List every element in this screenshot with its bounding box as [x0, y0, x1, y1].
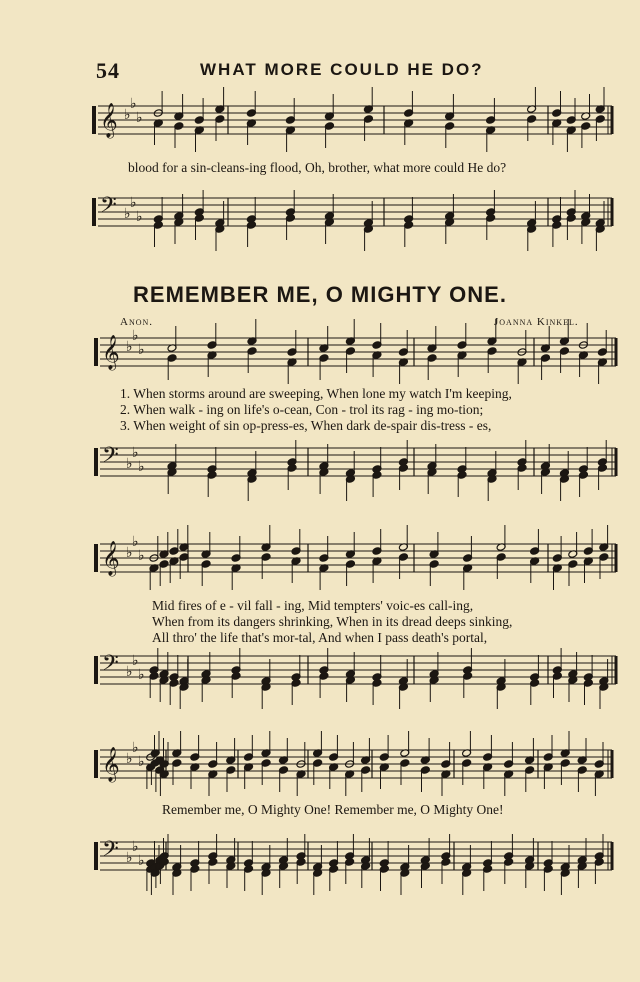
system-bracket [94, 842, 98, 870]
flat-sign: ♭ [136, 111, 143, 126]
bass-clef: 𝄢 [100, 193, 117, 223]
system-bracket [94, 338, 98, 366]
system2-verse2: When from its dangers shrinking, When in its dread deeps sinking, [152, 614, 513, 629]
system-bracket [92, 198, 96, 226]
treble-clef: 𝄞 [100, 103, 118, 138]
flat-sign: ♭ [132, 446, 139, 461]
words-credit: Anon. [120, 316, 154, 328]
bass-clef: 𝄢 [102, 837, 119, 867]
system1-verse2: 2. When walk - ing on life's o-cean, Con - trol its rag - ing mo-tion; [120, 402, 484, 417]
bass-clef: 𝄢 [102, 443, 119, 473]
top-fragment-lyric: blood for a sin-cleans-ing flood, Oh, brother, what more could He do? [128, 160, 507, 175]
system2-verse3: All thro' the life that's mor-tal, And when I pass death's portal, [152, 630, 488, 645]
page-number: 54 [96, 58, 120, 83]
system-bracket [94, 448, 98, 476]
treble-clef: 𝄞 [102, 335, 120, 370]
flat-sign: ♭ [136, 210, 143, 225]
flat-sign: ♭ [138, 755, 145, 770]
system-bracket [94, 656, 98, 684]
flat-sign: ♭ [138, 460, 145, 475]
flat-sign: ♭ [124, 108, 131, 123]
flat-sign: ♭ [138, 854, 145, 869]
system-bracket [92, 106, 96, 134]
flat-sign: ♭ [126, 546, 133, 561]
bass-clef: 𝄢 [102, 651, 119, 681]
system1-verse3: 3. When weight of sin op-press-es, When dark de-spair dis-tress - es, [120, 418, 492, 433]
system-bracket [94, 544, 98, 572]
flat-sign: ♭ [132, 329, 139, 344]
flat-sign: ♭ [126, 457, 133, 472]
flat-sign: ♭ [126, 340, 133, 355]
flat-sign: ♭ [132, 741, 139, 756]
flat-sign: ♭ [132, 840, 139, 855]
flat-sign: ♭ [126, 752, 133, 767]
system-bracket [94, 750, 98, 778]
flat-sign: ♭ [130, 196, 137, 211]
flat-sign: ♭ [132, 535, 139, 550]
flat-sign: ♭ [124, 207, 131, 222]
flat-sign: ♭ [132, 654, 139, 669]
flat-sign: ♭ [138, 549, 145, 564]
system3-refrain: Remember me, O Mighty One! Remember me, O Mighty One! [162, 802, 504, 817]
treble-clef: 𝄞 [102, 541, 120, 576]
flat-sign: ♭ [126, 851, 133, 866]
system1-verse1: 1. When storms around are sweeping, When lone my watch I'm keeping, [120, 386, 512, 401]
treble-clef: 𝄞 [102, 747, 120, 782]
flat-sign: ♭ [138, 343, 145, 358]
system2-verse1: Mid fires of e - vil fall - ing, Mid tempters' voic-es call-ing, [152, 598, 474, 613]
flat-sign: ♭ [126, 665, 133, 680]
music-credit: Joanna Kinkel. [494, 316, 579, 328]
hymn-title: REMEMBER ME, O MIGHTY ONE. [133, 282, 507, 307]
flat-sign: ♭ [130, 97, 137, 112]
flat-sign: ♭ [138, 668, 145, 683]
running-title: WHAT MORE COULD HE DO? [200, 60, 484, 79]
